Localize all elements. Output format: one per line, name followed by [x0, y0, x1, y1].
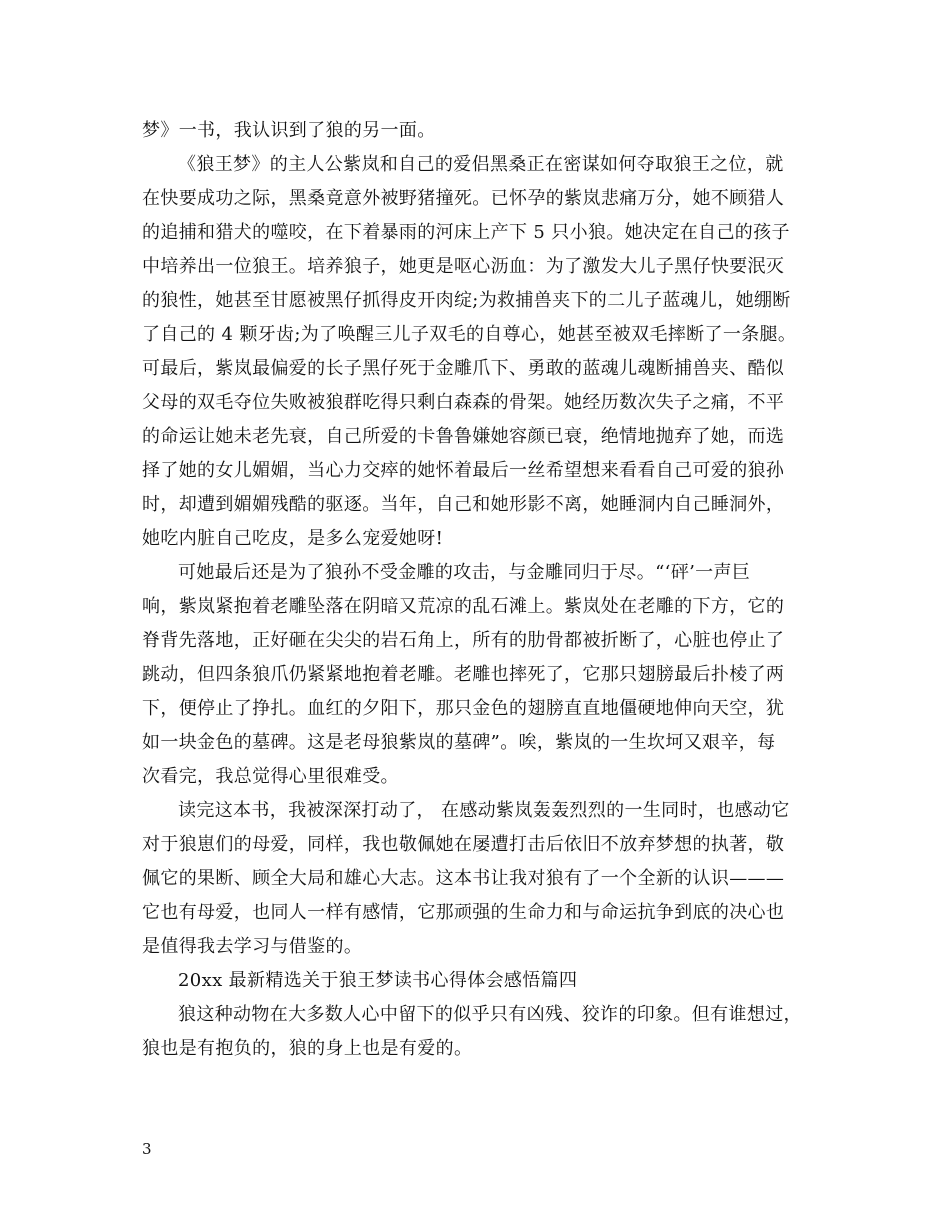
paragraph-start: 狼这种动物在大多数人心中留下的似乎只有凶残、狡诈的印象。但有谁想过， [178, 1004, 802, 1025]
paragraph-start: 读完这本书，我被深深打动了， 在感动紫岚轰轰烈烈的一生同时，也感动它 [178, 800, 790, 821]
text-line: 的追捕和猎犬的噬咬，在下着暴雨的河床上产下 5 只小狼。她决定在自己的孩子 [142, 222, 790, 243]
text-line: 的狼性，她甚至甘愿被黑仔抓得皮开肉绽;为救捕兽夹下的二儿子蓝魂儿，她绷断 [142, 290, 791, 311]
text-line: 择了她的女儿媚媚，当心力交瘁的她怀着最后一丝希望想来看看自己可爱的狼孙 [142, 460, 785, 481]
text-line: 如一块金色的墓碑。这是老母狼紫岚的墓碑”。唉，紫岚的一生坎坷又艰辛，每 [142, 732, 776, 753]
text-line: 了自己的 4 颗牙齿;为了唤醒三儿子双毛的自尊心，她甚至被双毛摔断了一条腿。 [142, 324, 797, 345]
text-line: 她吃内脏自己吃皮，是多么宠爱她呀! [142, 528, 444, 549]
text-line: 是值得我去学习与借鉴的。 [142, 936, 363, 957]
paragraph-start: 可她最后还是为了狼孙不受金雕的攻击，与金雕同归于尽。“‘砰’一声巨 [178, 562, 751, 583]
text-line: 可最后，紫岚最偏爱的长子黑仔死于金雕爪下、勇敢的蓝魂儿魂断捕兽夹、酷似 [142, 358, 785, 379]
text-line: 次看完，我总觉得心里很难受。 [142, 766, 399, 787]
text-line: 下，便停止了挣扎。血红的夕阳下，那只金色的翅膀直直地僵硬地伸向天空，犹 [142, 698, 785, 719]
text-line: 梦》一书，我认识到了狼的另一面。 [142, 120, 436, 141]
text-line: 狼也是有抱负的，狼的身上也是有爱的。 [142, 1038, 473, 1059]
text-line: 响，紫岚紧抱着老雕坠落在阴暗又荒凉的乱石滩上。紫岚处在老雕的下方，它的 [142, 596, 785, 617]
text-line: 对于狼崽们的母爱，同样，我也敬佩她在屡遭打击后依旧不放弃梦想的执著，敬 [142, 834, 785, 855]
text-line: 跳动，但四条狼爪仍紧紧地抱着老雕。老雕也摔死了，它那只翅膀最后扑棱了两 [142, 664, 785, 685]
text-line: 的命运让她未老先衰，自己所爱的卡鲁鲁嫌她容颜已衰，绝情地抛弃了她，而选 [142, 426, 785, 447]
text-line: 父母的双毛夺位失败被狼群吃得只剩白森森的骨架。她经历数次失子之痛，不平 [142, 392, 785, 413]
text-line: 脊背先落地，正好砸在尖尖的岩石角上，所有的肋骨都被折断了，心脏也停止了 [142, 630, 785, 651]
text-line: 中培养出一位狼王。培养狼子，她更是呕心沥血：为了激发大儿子黑仔快要泯灭 [142, 256, 785, 277]
paragraph-start: 《狼王梦》的主人公紫岚和自己的爱侣黑桑正在密谋如何夺取狼王之位，就 [178, 154, 784, 175]
section-heading: 20xx 最新精选关于狼王梦读书心得体会感悟篇四 [178, 970, 578, 991]
page-number: 3 [142, 1140, 152, 1158]
text-line: 在快要成功之际，黑桑竟意外被野猪撞死。已怀孕的紫岚悲痛万分，她不顾猎人 [142, 188, 785, 209]
text-line: 它也有母爱，也同人一样有感情，它那顽强的生命力和与命运抗争到底的决心也 [142, 902, 785, 923]
text-line: 佩它的果断、顾全大局和雄心大志。这本书让我对狼有了一个全新的认识——— [142, 868, 785, 889]
text-line: 时，却遭到媚媚残酷的驱逐。当年，自己和她形影不离，她睡洞内自己睡洞外， [142, 494, 785, 515]
